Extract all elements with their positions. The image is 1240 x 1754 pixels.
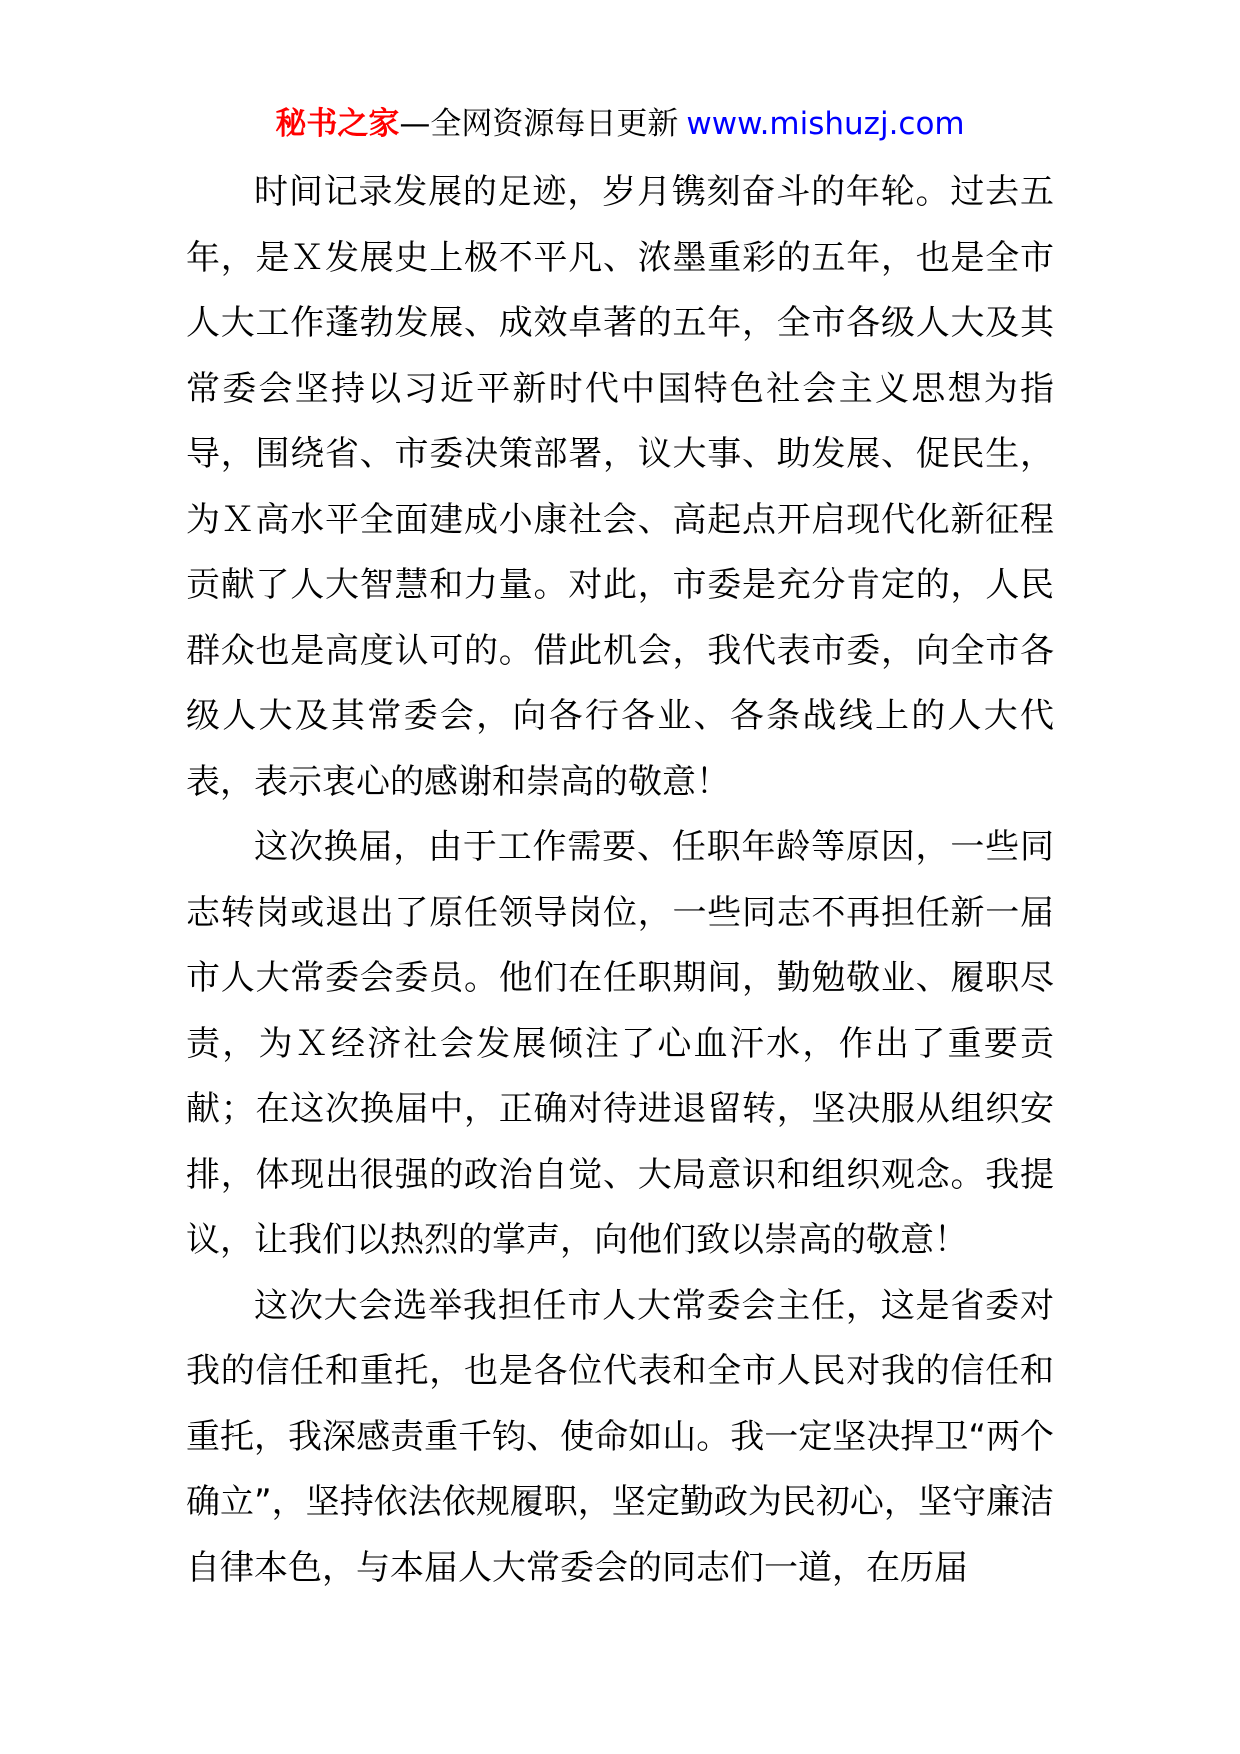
- site-link[interactable]: www.mishuzj.com: [686, 106, 965, 142]
- paragraph: 时间记录发展的足迹，岁月镌刻奋斗的年轮。过去五年，是Ｘ发展史上极不平凡、浓墨重彩的五年，也是全市人大工作蓬勃发展、成效卓著的五年，全市各级人大及其常委会坚持以习近平新时代中国特色社会主义思想为指导，围绕省、市委决策部署，议大事、助发展、促民生，为Ｘ高水平全面建成小康社会、高起点开启现代化新征程贡献了人大智慧和力量。对此，市委是充分肯定的，人民群众也是高度认可的。借此机会，我代表市委，向全市各级人大及其常委会，向各行各业、各条战线上的人大代表，表示衷心的感谢和崇高的敬意！: [186, 172, 1054, 802]
- document-body: [186, 160, 1054, 1601]
- header-slogan: —全网资源每日更新: [399, 106, 679, 142]
- brand-name: 秘书之家: [275, 106, 400, 142]
- paragraph: 这次大会选举我担任市人大常委会主任，这是省委对我的信任和重托，也是各位代表和全市人民对我的信任和重托，我深感责重千钧、使命如山。我一定坚决捍卫“两个确立”，坚持依法依规履职，坚定勤政为民初心，坚守廉洁自律本色，与本届人大常委会的同志们一道，在历届: [186, 1285, 1054, 1588]
- paragraph: 这次换届，由于工作需要、任职年龄等原因，一些同志转岗或退出了原任领导岗位，一些同志不再担任新一届市人大常委会委员。他们在任职期间，勤勉敬业、履职尽责，为Ｘ经济社会发展倾注了心血汗水，作出了重要贡献；在这次换届中，正确对待进退留转，坚决服从组织安排，体现出很强的政治自觉、大局意识和组织观念。我提议，让我们以热烈的掌声，向他们致以崇高的敬意！: [186, 827, 1054, 1260]
- page-header: [0, 102, 1240, 146]
